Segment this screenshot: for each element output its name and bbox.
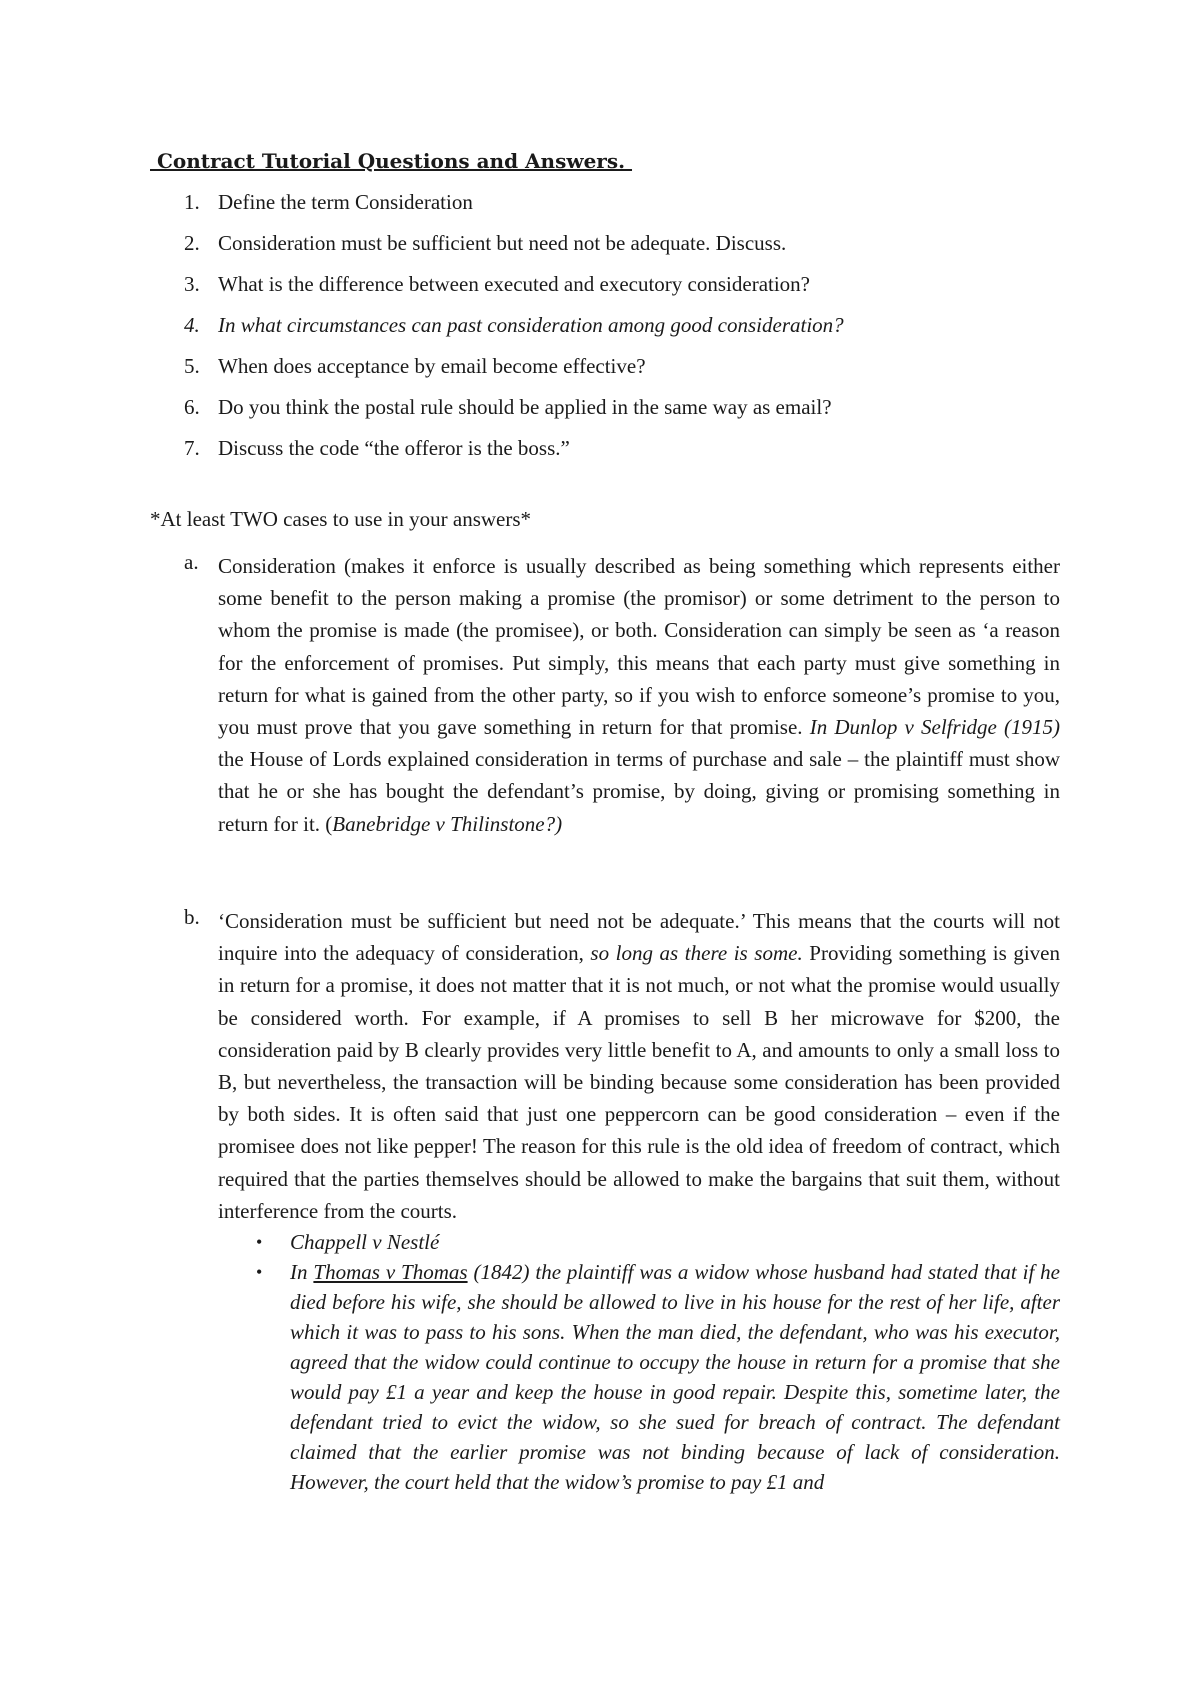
emphasis-text: so long as there is some.	[590, 941, 803, 966]
bullet-icon: •	[256, 1262, 263, 1283]
case-bullet	[218, 1257, 1060, 1497]
case-bullet	[218, 1227, 1060, 1257]
case-name: Thomas v Thomas	[313, 1260, 468, 1285]
question-number: 7.	[184, 436, 200, 460]
question-list	[150, 190, 1050, 477]
question-text: In what circumstances can past consideration among good consideration?	[218, 313, 844, 337]
answer-a	[184, 550, 1060, 840]
question-text: Discuss the code “the offeror is the boss.”	[218, 436, 570, 460]
answer-paragraph	[218, 550, 1060, 840]
question-number: 6.	[184, 395, 200, 419]
answer-text: the House of Lords explained consideration in terms of purchase and sale – the plaintiff must show that he or she has bought the defendant’s promise, by doing, giving or promising something in return for it. (	[218, 747, 1060, 836]
bullet-icon: •	[256, 1232, 263, 1253]
question-number: 3.	[184, 272, 200, 296]
answer-b	[184, 905, 1060, 1497]
question-text: When does acceptance by email become effective?	[218, 354, 646, 378]
answer-letter: a.	[184, 550, 199, 574]
cases-note: *At least TWO cases to use in your answers*	[150, 507, 532, 531]
answer-text: Providing something is given in return for a promise, it does not matter that it is not much, or not what the promise would usually be considered worth. For example, if A promises to sell B her microwave for $200, the consideration paid by B clearly provides very little benefit to A, and amounts to only a small loss to B, but nevertheless, the transaction will be binding because some consideration has been provided by both sides. It is often said that just one peppercorn can be good consideration – even if the promisee does not like pepper! The reason for this rule is the old idea of freedom of contract, which required that the parties themselves should be allowed to make the bargains that suit them, without interference from the courts.	[218, 941, 1061, 1223]
case-citation: Banebridge v Thilinstone?)	[332, 811, 563, 836]
question-item	[150, 436, 1050, 477]
page-title: Contract Tutorial Questions and Answers.	[150, 149, 633, 173]
question-number: 4.	[184, 313, 200, 337]
case-text: (1842) the plaintiff was a widow whose husband had stated that if he died before his wife, she should be allowed to live in his house for the rest of her life, after which it was to pass to his sons. When the man died, the defendant, who was his executor, agreed that the widow could continue to occupy the house in return for a promise that she would pay £1 a year and keep the house in good repair. Despite this, sometime later, the defendant tried to evict the widow, so she sued for breach of contract. The defendant claimed that the earlier promise was not binding because of lack of consideration. However, the court held that the widow’s promise to pay £1 and	[290, 1260, 1061, 1495]
question-item	[150, 313, 1050, 354]
case-citation: In Dunlop v Selfridge (1915)	[809, 715, 1061, 740]
case-text: In	[290, 1260, 314, 1285]
question-number: 1.	[184, 190, 200, 214]
case-name: Chappell v Nestlé	[290, 1230, 440, 1255]
question-text: Define the term Consideration	[218, 190, 473, 214]
case-bullet-list	[218, 1227, 1060, 1497]
question-text: What is the difference between executed and executory consideration?	[218, 272, 810, 296]
answer-paragraph	[218, 905, 1060, 1227]
question-item	[150, 395, 1050, 436]
answer-letter: b.	[184, 905, 200, 929]
question-text: Consideration must be sufficient but need not be adequate. Discuss.	[218, 231, 787, 255]
question-number: 2.	[184, 231, 200, 255]
question-item	[150, 231, 1050, 272]
question-item	[150, 354, 1050, 395]
question-number: 5.	[184, 354, 200, 378]
question-item	[150, 190, 1050, 231]
answer-text: ‘Consideration must be sufficient but need not be adequate.’ This means that the courts will not inquire into the adequacy of consideration,	[218, 909, 1060, 966]
question-item	[150, 272, 1050, 313]
question-text: Do you think the postal rule should be applied in the same way as email?	[218, 395, 832, 419]
answer-text: Consideration (makes it enforce is usually described as being something which represents either some benefit to the person making a promise (the promisor) or some detriment to the person to whom the promise is made (the promisee), or both. Consideration can simply be seen as ‘a reason for the enforcement of promises. Put simply, this means that each party must give something in return for what is gained from the other party, so if you wish to enforce someone’s promise to you, you must prove that you gave something in return for that promise.	[218, 554, 1060, 740]
